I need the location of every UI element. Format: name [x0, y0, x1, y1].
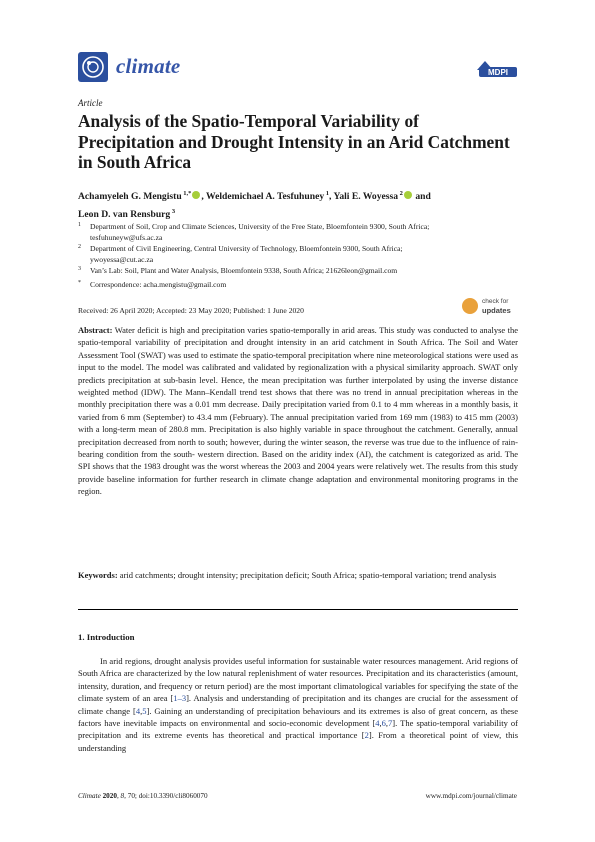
author-separator: , [329, 191, 334, 203]
journal-logo-icon [78, 52, 108, 82]
keywords [78, 569, 518, 581]
author-separator: , [201, 191, 207, 203]
author-name[interactable]: Achamyeleh G. Mengistu [78, 191, 182, 203]
footer-citation: Climate 2020, 8, 70; doi:10.3390/cli8060070 [78, 792, 208, 800]
keywords-text: arid catchments; drought intensity; precipitation deficit; South Africa; spatio-temporal variation; trend analysis [119, 570, 497, 580]
affiliation-line: ywoyessa@cut.ac.za [90, 255, 154, 264]
affiliation-number: 2 [78, 244, 81, 250]
reference-link[interactable]: 4 [375, 718, 380, 729]
article-title: Analysis of the Spatio-Temporal Variability of Precipitation and Drought Intensity in an Arid Catchment in South Africa [78, 111, 510, 172]
footer-year: 2020 [102, 792, 117, 800]
affiliation-line: Department of Soil, Crop and Climate Sciences, University of the Free State, Bloemfontein 9300, South Africa; [90, 222, 430, 231]
check-updates-icon [462, 298, 478, 314]
introduction-text: , [385, 718, 389, 729]
affiliation-line: Correspondence: acha.mengistu@gmail.com [90, 280, 227, 289]
check-updates-label-top: check for [482, 298, 509, 305]
affiliation-line: Department of Civil Engineering, Central University of Technology, Bloemfontein 9300, South Africa; [90, 244, 403, 253]
author-name[interactable]: Yali E. Woyessa [333, 191, 399, 203]
author-affiliation-mark: 1 [324, 190, 329, 197]
footer-doi: , 70; doi:10.3390/cli8060070 [124, 792, 208, 800]
reference-link[interactable]: 7 [388, 718, 393, 729]
introduction-text: ]. Analysis and understanding of precipitation and its changes are crucial for the assessment of climate change [ [78, 693, 519, 716]
reference-link[interactable]: 1–3 [173, 693, 187, 704]
reference-link[interactable]: 6 [381, 718, 386, 729]
author-affiliation-mark: 3 [170, 208, 176, 216]
introduction-text: , [379, 718, 382, 729]
footer-journal: Climate [78, 792, 101, 800]
introduction-text: ]. From a theoretical point of view, this understanding [78, 730, 519, 753]
keywords-label: Keywords: [78, 570, 118, 580]
introduction-paragraph [78, 655, 518, 754]
journal-name[interactable]: climate [116, 54, 181, 78]
publication-dates: Received: 26 April 2020; Accepted: 23 May 2020; Published: 1 June 2020 [78, 306, 304, 315]
author-separator: and [412, 191, 431, 203]
section-divider [78, 609, 518, 610]
orcid-icon[interactable] [192, 191, 200, 199]
author-affiliation-mark: 2 [398, 190, 403, 197]
introduction-text: , [140, 705, 143, 716]
reference-link[interactable]: 2 [364, 730, 369, 741]
reference-link[interactable]: 5 [142, 705, 147, 716]
author-list [78, 186, 518, 222]
footer-volume: 8 [120, 792, 125, 800]
check-updates-label-bottom: updates [482, 306, 511, 315]
publisher-logo-icon[interactable] [475, 58, 519, 78]
affiliation-line: Van’s Lab: Soil, Plant and Water Analysis, Bloemfontein 9338, South Africa; 21626leon@gmail.com [90, 266, 398, 275]
orcid-icon[interactable] [404, 191, 412, 199]
author-affiliation-mark: 1,* [181, 190, 192, 197]
abstract-label: Abstract: [78, 325, 113, 335]
section-heading-introduction: 1. Introduction [78, 632, 135, 642]
check-for-updates-button[interactable] [462, 296, 522, 318]
author-name[interactable]: Weldemichael A. Tesfuhuney [206, 191, 325, 203]
introduction-text: ]. Gaining an understanding of precipitation behaviours and its extremes is also of great concern, as these factors have inevitable impacts on environmental and socio-economic development [ [78, 705, 518, 729]
affiliation-line: tesfuhuneyw@ufs.ac.za [90, 233, 163, 242]
reference-link[interactable]: 4 [135, 705, 141, 716]
svg-text:MDPI: MDPI [488, 68, 508, 77]
article-type: Article [78, 98, 103, 108]
abstract-text: Water deficit is high and precipitation varies spatio-temporally in arid areas. This study was conducted to analyse the spatio-temporal variability of precipitation and drought intensity in an arid catchment in South Africa. The Soil and Water Assessment Tool (SWAT) was used to estimate the spatio-temporal precipitation where nine meteorological stations were used as input to the model. The model was calibrated and validated by regionalization with a physical similarity approach. SWAT only predicts precipitation at sub-basin level. Hence, the mean precipitation was further interpolated by using the inverse distance weighted method (IDW). The Mann–Kendall trend test shows that there was no trend in annual precipitation whereas in the monthly precipitation there was a 0.01 mm decrease. Daily precipitation varied from 0.1 to 4 mm whereas in a monthly basis, it varied from 6 mm (September) to 43.4 mm (February). The annual precipitation varied from 169 mm (1983) to 415 mm (2003) with a long-term mean of 280.8 mm. Precipitation is also highly variable in space throughout the catchment. Generally, annual precipitation decreased from north to south; however, during the winter season, the reverse was true due to the influence of rain-bearing condition from the south- western direction. Based on the aridity index (AI), the catchment is categorized as arid. The SPI shows that the 1983 drought was the worst whereas the 2003 and 2004 years were relatively wet. The results from this study provide baseline information for further research in climate change adaptation and environmental monitoring programs in the region. [78, 325, 518, 497]
abstract [78, 324, 518, 498]
affiliation-number: * [78, 280, 81, 286]
introduction-text: In arid regions, drought analysis provides useful information for sustainable water resources management. Arid regions of South Africa are characterized by the low natural replenishment of water resources. Precipitation and its characteristics (amount, intensity, duration, and frequency or return period) are the most important climatological variables for specifying the state of the climate system of an area [ [78, 656, 518, 704]
affiliation-number: 3 [78, 266, 81, 272]
introduction-text: ]. The spatio-temporal variability of precipitation and its extreme events has theoretical and practical importance [ [78, 718, 518, 741]
author-name[interactable]: Leon D. van Rensburg [78, 209, 171, 221]
affiliation-number: 1 [78, 222, 81, 228]
footer-journal-url[interactable]: www.mdpi.com/journal/climate [425, 792, 517, 800]
